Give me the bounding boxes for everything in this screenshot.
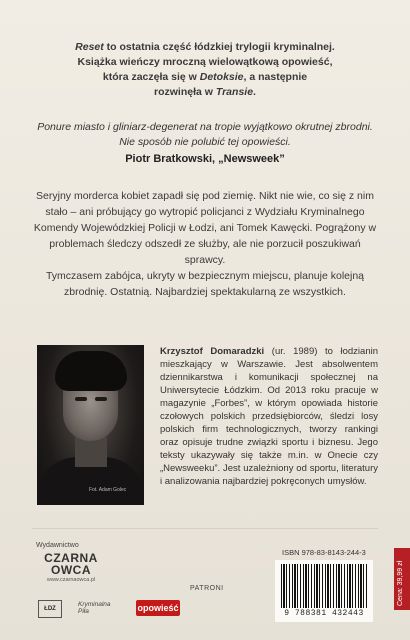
quote-line-1: Ponure miasto i gliniarz-degenerat na tropie wyjątkowo okrutnej zbrodni. <box>37 121 373 133</box>
patron-logo-2: Kryminalna Piła <box>78 601 111 615</box>
intro-line-3 <box>0 70 410 85</box>
price-label: Cena: 39,99 zł <box>397 560 404 606</box>
quote-line-2: Nie sposób nie polubić tej opowieści. <box>119 136 291 148</box>
intro-line-1 <box>0 40 410 55</box>
publisher-logo-line-2: OWCA <box>51 563 91 577</box>
photo-eye-right <box>95 397 107 401</box>
intro-line-3-a: która zaczęła się w <box>102 71 200 83</box>
publisher-url: www.czarnaowca.pl <box>46 577 96 583</box>
author-name: Krzysztof Domaradzki <box>160 346 265 357</box>
divider <box>32 528 378 529</box>
photo-eye-left <box>75 397 87 401</box>
isbn-text: ISBN 978-83-8143-244-3 <box>282 548 366 557</box>
intro-line-1-text: to ostatnia część łódzkiej trylogii kryminalnej. <box>103 41 335 53</box>
synopsis-paragraph-1: Seryjny morderca kobiet zapadł się pod ziemię. Nikt nie wie, co się z nim stało – ani próbujący go wytropić policjanci z Wydziału Kryminalnego Komendy Wojewódzkiej Policji w Łodzi, ani Tomek Kawęcki. Pogrążony w problemach śledczy odszedł ze służby, ale nie porzucił poszukiwań sprawcy. <box>33 190 377 266</box>
patron-logo-1: ŁDZ <box>38 600 62 618</box>
publisher-logo <box>35 552 107 584</box>
photo-neck <box>75 437 107 467</box>
intro-line-2: Książka wieńczy mroczną wielowątkową opowieść, <box>77 56 333 68</box>
author-photo <box>37 345 144 505</box>
publisher-logo-line-1: CZARNA <box>44 551 98 565</box>
photo-credit: Fot. Adam Golec <box>89 487 127 493</box>
synopsis-paragraph-2: Tymczasem zabójca, ukryty w bezpiecznym miejscu, planuje kolejną zbrodnię. Ostatnią. Najbardziej spektakularną ze wszystkich. <box>45 270 365 298</box>
intro-title-detoks: Detoksie <box>199 71 244 83</box>
barcode-bars <box>281 564 369 608</box>
price-tab <box>394 548 410 610</box>
photo-hair <box>55 351 127 391</box>
intro-title-trans: Transie <box>215 86 254 98</box>
intro-text <box>0 40 410 100</box>
author-bio <box>160 345 378 488</box>
intro-line-4-b: . <box>253 86 256 98</box>
intro-line-4 <box>0 85 410 100</box>
barcode-digits: 9 788381 432443 <box>284 609 364 618</box>
patron-logo-3: opowieść <box>136 600 180 616</box>
publisher-label: Wydawnictwo <box>36 542 79 549</box>
patrons-label: PATRONI <box>190 585 224 592</box>
barcode <box>275 560 373 622</box>
intro-title-reset: Reset <box>75 41 104 53</box>
quote-source: Piotr Bratkowski, „Newsweek” <box>125 153 285 165</box>
review-quote <box>0 120 410 150</box>
intro-line-3-b: , a następnie <box>243 71 308 83</box>
author-bio-text: (ur. 1989) to łodzianin mieszkający w Warszawie. Jest absolwentem dziennikarstwa i komunikacji społecznej na Uniwersytecie Łódzkim. Od 2013 roku pracuje w magazynie „Forbes”, w którym opowiada historie czołowych polskich przedsiębiorców, śledzi losy polskich firm technologicznych, tworzy rankingi oraz opisuje trudne związki sportu i biznesu. Jego teksty ukazywały się także m.in. w Onecie czy „Newsweeku”. Jest uzależniony od sportu, literatury i analizowania najbardziej pokręconych umysłów. <box>160 346 378 487</box>
intro-line-4-a: rozwinęła w <box>154 86 216 98</box>
